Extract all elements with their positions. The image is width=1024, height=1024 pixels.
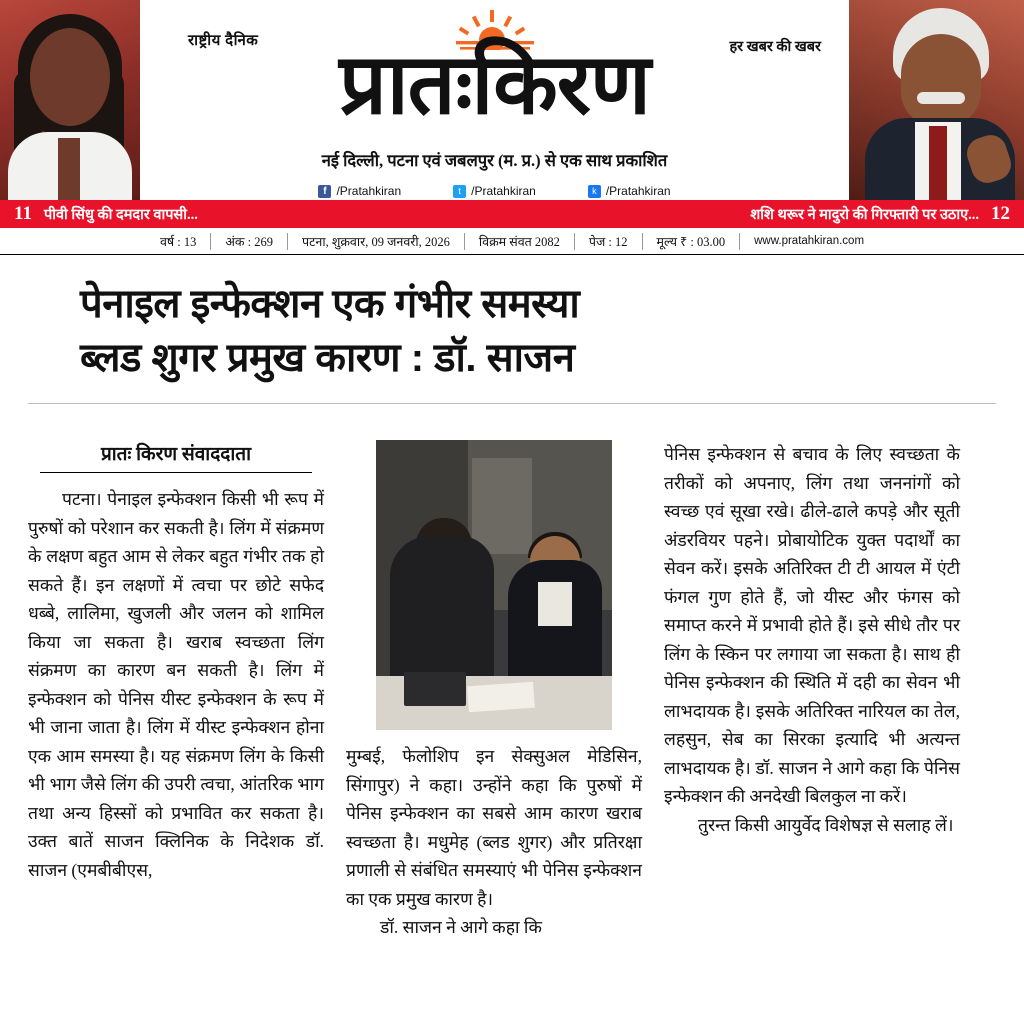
article-paragraph: पटना। पेनाइल इन्फेक्शन किसी भी रूप में पुरुषों को परेशान कर सकती है। लिंग में संक्रमण के लक्षण बहुत आम से लेकर बहुत गंभीर तक हो सकते हैं। इन लक्षणों में त्वचा पर छोटे सफेद धब्बे, लालिमा, खुजली और जलन को शामिल किया जा सकता है। खराब स्वच्छता लिंग संक्रमण का कारण बन सकती है। लिंग में इन्फेक्शन को पेनिस यीस्ट इन्फेक्शन के रूप में भी जाना जाता है। लिंग में यीस्ट इन्फेक्शन होना एक आम समस्या है। यह संक्रमण लिंग के किसी भी भाग जैसे लिंग की उपरी त्वचा, आंतरिक भाग तथा अन्य हिस्सों को प्रभावित कर सकता है। उक्त बातें साजन क्लिनिक के निदेशक डॉ. साजन (एमबीबीएस, bbox=[28, 489, 324, 880]
page-title: प्रातःकिरण bbox=[339, 37, 650, 131]
photo-pv-sindhu bbox=[0, 0, 140, 200]
masthead-tagline-left: राष्ट्रीय दैनिक bbox=[188, 33, 259, 49]
photo-shashi-tharoor bbox=[849, 0, 1024, 200]
decor-window bbox=[472, 458, 532, 554]
masthead bbox=[0, 0, 1024, 200]
social-link-koo[interactable] bbox=[588, 184, 671, 198]
article-column-1 bbox=[28, 440, 324, 1020]
info-place-date: पटना, शुक्रवार, 09 जनवरी, 2026 bbox=[288, 233, 465, 250]
info-samvat: विक्रम संवत 2082 bbox=[465, 233, 575, 250]
info-issue: अंक : 269 bbox=[211, 233, 288, 250]
decor-face bbox=[30, 28, 110, 126]
masthead-tagline-right: हर खबर की खबर bbox=[729, 39, 821, 55]
teaser-left-page: 11 bbox=[14, 203, 32, 224]
social-link-twitter[interactable] bbox=[453, 184, 536, 198]
social-links bbox=[140, 182, 849, 200]
social-handle: /Pratahkiran bbox=[336, 184, 402, 198]
headline-line-1: पेनाइल इन्फेक्शन एक गंभीर समस्या bbox=[80, 282, 580, 326]
article-paragraph: मुम्बई, फेलोशिप इन सेक्सुअल मेडिसिन, सिंगापुर) ने कहा। उन्होंने कहा कि पुरुषों में पेनिस इन्फेक्शन का सबसे आम कारण खराब स्वच्छता है। मधुमेह (ब्लड शुगर) और प्रतिरक्षा प्रणाली से संबंधित समस्याएं भी पेनिस इन्फेक्शन का एक प्रमुख कारण है। bbox=[346, 746, 642, 909]
headline-line-2: ब्लड शुगर प्रमुख कारण : डॉ. साजन bbox=[80, 336, 575, 380]
byline-divider bbox=[40, 472, 312, 473]
decor-moustache bbox=[917, 92, 965, 104]
info-price: मूल्य ₹ : 03.00 bbox=[643, 233, 741, 250]
article-column-2 bbox=[346, 440, 642, 1020]
article-column-3 bbox=[664, 440, 960, 1020]
info-pages: पेज : 12 bbox=[575, 233, 643, 250]
decor-shirt bbox=[538, 582, 572, 626]
twitter-icon: t bbox=[453, 185, 466, 198]
decor-laptop bbox=[404, 672, 466, 706]
decor-tie bbox=[929, 126, 947, 200]
koo-icon: k bbox=[588, 185, 601, 198]
issue-info-bar bbox=[0, 228, 1024, 255]
social-handle: /Pratahkiran bbox=[605, 184, 671, 198]
headline-divider bbox=[28, 403, 996, 404]
info-website[interactable]: www.pratahkiran.com bbox=[754, 235, 865, 247]
facebook-icon: f bbox=[318, 185, 331, 198]
social-link-facebook[interactable] bbox=[318, 184, 401, 198]
masthead-center bbox=[140, 0, 849, 200]
article-paragraph: तुरन्त किसी आयुर्वेद विशेषज्ञ से सलाह लें। bbox=[698, 814, 954, 835]
decor-neck bbox=[58, 138, 80, 200]
teaser-left-text: पीवी सिंधु की दमदार वापसी... bbox=[43, 207, 198, 223]
article-paragraph: पेनिस इन्फेक्शन से बचाव के लिए स्वच्छता के तरीकों को अपनाए, लिंग तथा जननांगों को स्वच्छ एवं सूखा रखे। ढीले-ढाले कपड़े और सूती अंडरवियर पहने। प्रोबायोटिक युक्त पदार्थों का सेवन करें। इसके अतिरिक्त टी टी आयल में एंटी फंगल गुण होते हैं, जो यीस्ट और फंगस को समाप्त करने में प्रभावी होते हैं। इसे सीधे तौर पर लिंग के स्किन पर लगाया जा सकता है। साथ ही पेनिस इन्फेक्शन की स्थिति में दही का सेवन भी लाभदायक है। इसके अतिरिक्त नारियल का तेल, लहसुन, सेब का सिरका इत्यादि भी अत्यन्त लाभदायक है। डॉ. साजन ने आगे कहा कि पेनिस इन्फेक्शन की अनदेखी बिलकुल ना करें। bbox=[664, 444, 960, 806]
decor-face bbox=[901, 34, 981, 126]
decor-paper bbox=[467, 682, 535, 713]
teaser-right-text: शशि थरूर ने मादुरो की गिरफ्तारी पर उठाए... bbox=[750, 207, 979, 223]
teaser-right[interactable] bbox=[750, 203, 1010, 225]
info-year: वर्ष : 13 bbox=[146, 233, 211, 250]
social-handle: /Pratahkiran bbox=[471, 184, 536, 198]
teaser-left[interactable] bbox=[14, 203, 198, 225]
article-paragraph: डॉ. साजन ने आगे कहा कि bbox=[380, 917, 542, 937]
teaser-bar bbox=[0, 200, 1024, 228]
article-body bbox=[28, 440, 996, 1020]
article-byline: प्रातः किरण संवाददाता bbox=[100, 444, 252, 465]
article-photo bbox=[376, 440, 612, 730]
teaser-right-page: 12 bbox=[991, 203, 1010, 224]
article-headline bbox=[0, 255, 1024, 395]
masthead-subtitle: नई दिल्ली, पटना एवं जबलपुर (म. प्र.) से एक साथ प्रकाशित bbox=[321, 151, 668, 170]
